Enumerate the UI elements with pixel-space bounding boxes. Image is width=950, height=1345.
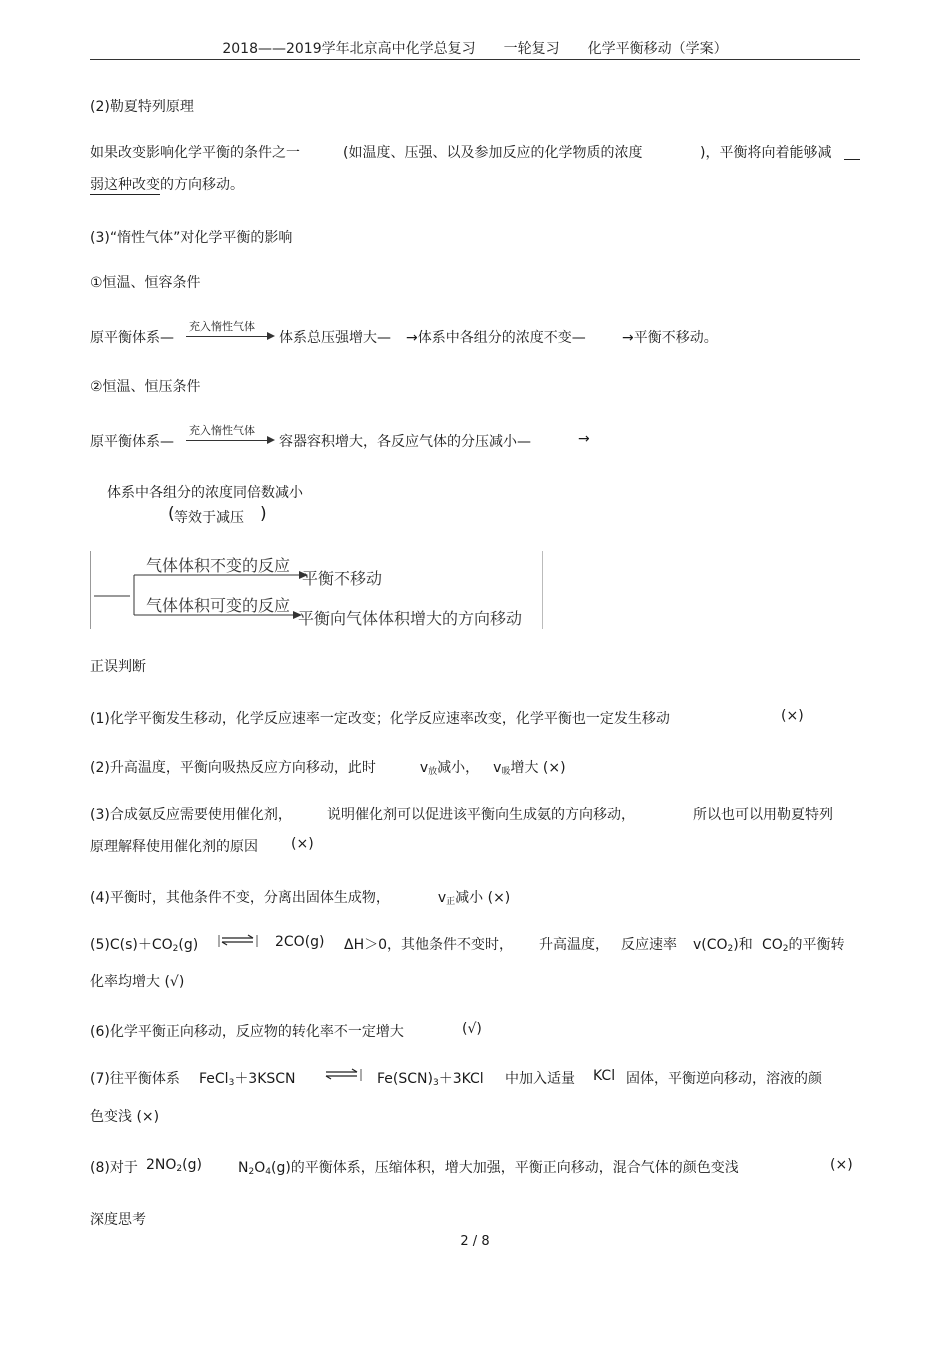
- q7-g: KCl: [593, 1068, 616, 1084]
- q5-a: (5)C(s)＋CO: [90, 937, 173, 953]
- q5-sub-a: 2: [172, 944, 179, 954]
- q2-v2: v: [493, 760, 502, 776]
- c1-arrow-icon: [186, 336, 268, 337]
- principle-text-part3: )，平衡将向着能够减: [700, 145, 832, 161]
- q7-d: Fe(SCN): [377, 1071, 433, 1087]
- q7-c: ＋3KSCN: [234, 1071, 296, 1087]
- q7-h: 固体，平衡逆向移动，溶液的颜: [626, 1071, 822, 1087]
- q5-h: )和: [733, 937, 753, 953]
- q8-sub-d1: 2: [248, 1167, 255, 1177]
- q7-i: 色变浅 (×): [90, 1109, 160, 1125]
- q8-b-group: [146, 1157, 202, 1174]
- c2-arrow-icon: [186, 440, 268, 441]
- q7-a: (7)往平衡体系: [90, 1071, 180, 1087]
- q7-sub-d: 3: [432, 1078, 439, 1088]
- q4-sub: 正: [446, 897, 456, 907]
- c2-paren-close: ): [260, 504, 267, 524]
- c2-start-text: 原平衡体系—: [90, 434, 174, 450]
- q8-f: (g)的平衡体系，压缩体积，增大加强，平衡正向移动，混合气体的颜色变浅: [270, 1160, 739, 1176]
- c2-paren-text: 等效于减压: [174, 510, 244, 526]
- q2-text-a: (2)升高温度，平衡向吸热反应方向移动，此时: [90, 760, 376, 776]
- c1-arrow-label: 充入惰性气体: [189, 320, 255, 333]
- q7-sub-b: 3: [228, 1078, 235, 1088]
- c2-paren-open: (: [168, 504, 175, 524]
- deep-think-heading: 深度思考: [90, 1212, 146, 1228]
- q5-d: ΔH＞0，其他条件不变时，: [344, 937, 514, 953]
- q5-e: 升高温度，: [539, 937, 609, 953]
- page-number: 2 / 8: [460, 1234, 490, 1249]
- c2-step3: 体系中各组分的浓度同倍数减小: [107, 485, 303, 501]
- c2-arrowhead-icon: [267, 436, 275, 444]
- q3-text-b: 说明催化剂可以促进该平衡向生成氨的方向移动，: [327, 807, 635, 823]
- header-rule: [90, 59, 860, 60]
- c2-arrow-label: 充入惰性气体: [189, 424, 255, 437]
- principle-text-part2: (如温度、压强、以及参加反应的化学物质的浓度: [343, 145, 643, 161]
- q5-text-a: [90, 934, 198, 954]
- equilibrium-arrow-icon: [218, 934, 258, 948]
- q4-text-a: (4)平衡时，其他条件不变，分离出固体生成物，: [90, 890, 390, 906]
- q8-c: (g): [182, 1157, 202, 1173]
- q7-e: ＋3KCl: [438, 1071, 484, 1087]
- branch1-label: 气体体积不变的反应: [146, 556, 291, 575]
- q3-text-c: 所以也可以用勒夏特列: [693, 807, 833, 823]
- q5-sub-i: 2: [782, 944, 789, 954]
- judge-item-4: [90, 887, 510, 907]
- principle-text-part4: 的方向移动。: [160, 177, 244, 193]
- q5-j: 的平衡转: [788, 937, 845, 953]
- underline-blank: [844, 142, 860, 160]
- q5-b: (g): [178, 937, 199, 953]
- section-heading-inert-gas: (3)“惰性气体”对化学平衡的影响: [90, 230, 293, 246]
- q7-f: 中加入适量: [505, 1071, 575, 1087]
- q2-sub1: 放: [428, 767, 438, 777]
- reaction-branch-diagram: [90, 551, 543, 629]
- judge-item-6-answer: (√): [462, 1021, 482, 1037]
- q5-i-group: [762, 934, 845, 954]
- q4-text-b: 减小 (×): [455, 890, 511, 906]
- c2-step2: →: [578, 431, 590, 447]
- judge-item-2: [90, 757, 566, 777]
- judge-item-1: (1)化学平衡发生移动，化学反应速率一定改变；化学反应速率改变，化学平衡也一定发生移动: [90, 711, 670, 727]
- q3-answer: (×): [291, 836, 314, 852]
- q4-v: v: [437, 890, 447, 906]
- c1-step1: 体系总压强增大—: [279, 330, 391, 346]
- q8-d-group: [238, 1157, 739, 1177]
- q8-sub-b: 2: [176, 1164, 183, 1174]
- principle-underlined-text: 弱这种改变: [90, 177, 160, 193]
- q2-sub2: 吸: [501, 767, 511, 777]
- c1-arrowhead-icon: [267, 332, 275, 340]
- q5-i: CO: [762, 937, 783, 953]
- q3-text-d: 原理解释使用催化剂的原因: [90, 839, 258, 855]
- q8-answer: (×): [830, 1157, 853, 1173]
- q5-c: 2CO(g): [275, 934, 325, 950]
- page-header: 2018——2019学年北京高中化学总复习 一轮复习 化学平衡移动（学案）: [222, 41, 728, 57]
- branch2-label: 气体体积可变的反应: [146, 596, 291, 615]
- q8-sub-d2: 4: [265, 1167, 271, 1177]
- section-heading-le-chatelier: (2)勒夏特列原理: [90, 99, 194, 115]
- c2-step1: 容器容积增大，各反应气体的分压减小—: [279, 434, 531, 450]
- q8-b: 2NO: [146, 1157, 177, 1173]
- c1-start-text: 原平衡体系—: [90, 330, 174, 346]
- q2-text-c: 增大 (×): [510, 760, 566, 776]
- c1-step3: →平衡不移动。: [622, 330, 718, 346]
- judge-heading: 正误判断: [90, 659, 146, 675]
- branch1-result: 平衡不移动: [302, 569, 383, 588]
- equilibrium-arrow-icon-2: [322, 1068, 362, 1082]
- condition2-heading: ②恒温、恒压条件: [90, 379, 201, 395]
- q5-f: 反应速率: [621, 937, 677, 953]
- q2-text-b: 减小，: [437, 760, 480, 776]
- judge-item-6: (6)化学平衡正向移动，反应物的转化率不一定增大: [90, 1024, 404, 1040]
- q5-sub-g: 2: [727, 944, 734, 954]
- q5-g: v(CO: [693, 937, 728, 953]
- q8-d: N: [238, 1160, 249, 1176]
- q8-e: O: [254, 1160, 266, 1176]
- q7-b-group: [199, 1068, 296, 1088]
- q2-v1: v: [419, 760, 429, 776]
- c1-step2: →体系中各组分的浓度不变—: [406, 330, 586, 346]
- q7-b: FeCl: [199, 1071, 229, 1087]
- principle-text-part1: 如果改变影响化学平衡的条件之一: [90, 145, 300, 161]
- q8-a: (8)对于: [90, 1160, 138, 1176]
- judge-item-1-answer: (×): [781, 708, 804, 724]
- condition1-heading: ①恒温、恒容条件: [90, 275, 201, 291]
- branch2-result: 平衡向气体体积增大的方向移动: [298, 609, 523, 628]
- q3-text-a: (3)合成氨反应需要使用催化剂，: [90, 807, 292, 823]
- q5-k: 化率均增大 (√): [90, 974, 185, 990]
- q7-d-group: [377, 1068, 484, 1088]
- q5-g-group: [693, 934, 753, 954]
